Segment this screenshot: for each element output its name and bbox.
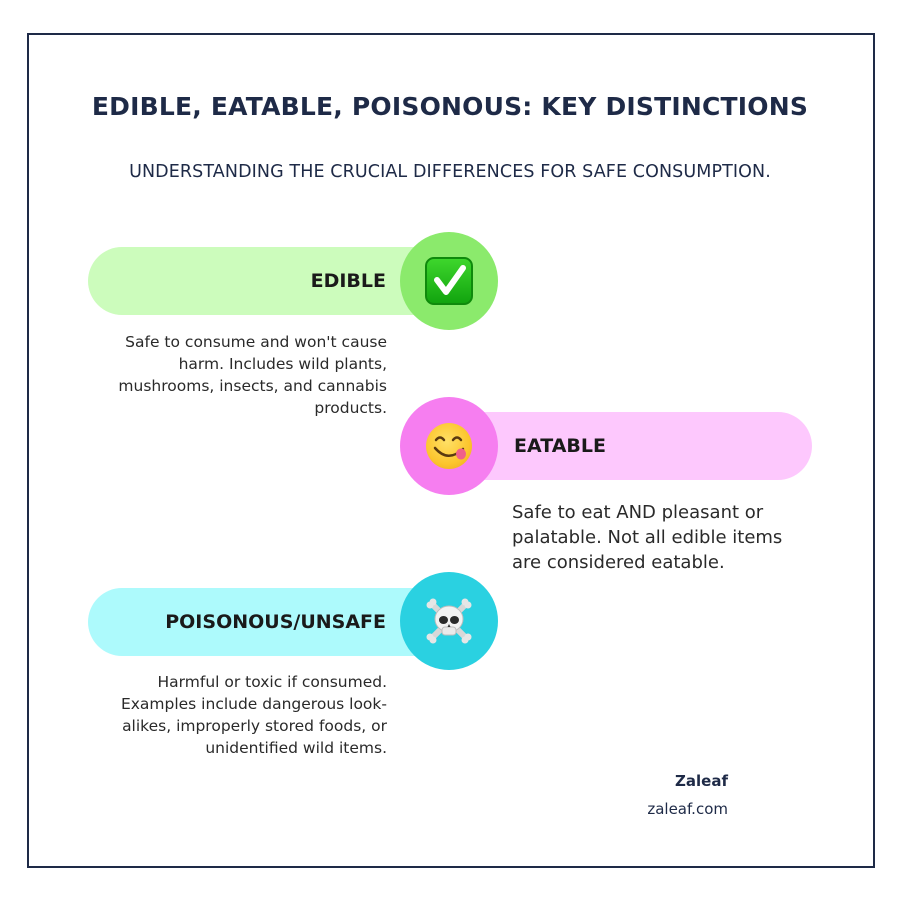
edible-description: Safe to consume and won't cause harm. Includes wild plants, mushrooms, insects, and cannabis products.	[118, 333, 387, 417]
edible-label: EDIBLE	[310, 270, 386, 292]
eatable-label: EATABLE	[514, 435, 606, 457]
edible-banner	[88, 247, 448, 315]
poisonous-description: Harmful or toxic if consumed. Examples include dangerous look-alikes, improperly stored foods, or unidentified wild items.	[120, 673, 387, 757]
edible-icon-circle	[400, 232, 498, 330]
brand-url[interactable]: zaleaf.com	[647, 800, 728, 818]
brand-name: Zaleaf	[675, 772, 728, 790]
face-savoring-food-icon	[426, 423, 472, 469]
skull-crossbones-icon	[424, 596, 474, 646]
page-title: EDIBLE, EATABLE, POISONOUS: KEY DISTINCTIONS	[91, 92, 809, 121]
eatable-banner	[450, 412, 812, 480]
check-mark-button-icon	[425, 257, 473, 305]
poisonous-icon-circle	[400, 572, 498, 670]
page-subtitle: UNDERSTANDING THE CRUCIAL DIFFERENCES FOR SAFE CONSUMPTION.	[129, 162, 771, 182]
poisonous-label: POISONOUS/UNSAFE	[165, 611, 386, 633]
eatable-description: Safe to eat AND pleasant or palatable. Not all edible items are considered eatable.	[512, 502, 783, 573]
eatable-icon-circle	[400, 397, 498, 495]
